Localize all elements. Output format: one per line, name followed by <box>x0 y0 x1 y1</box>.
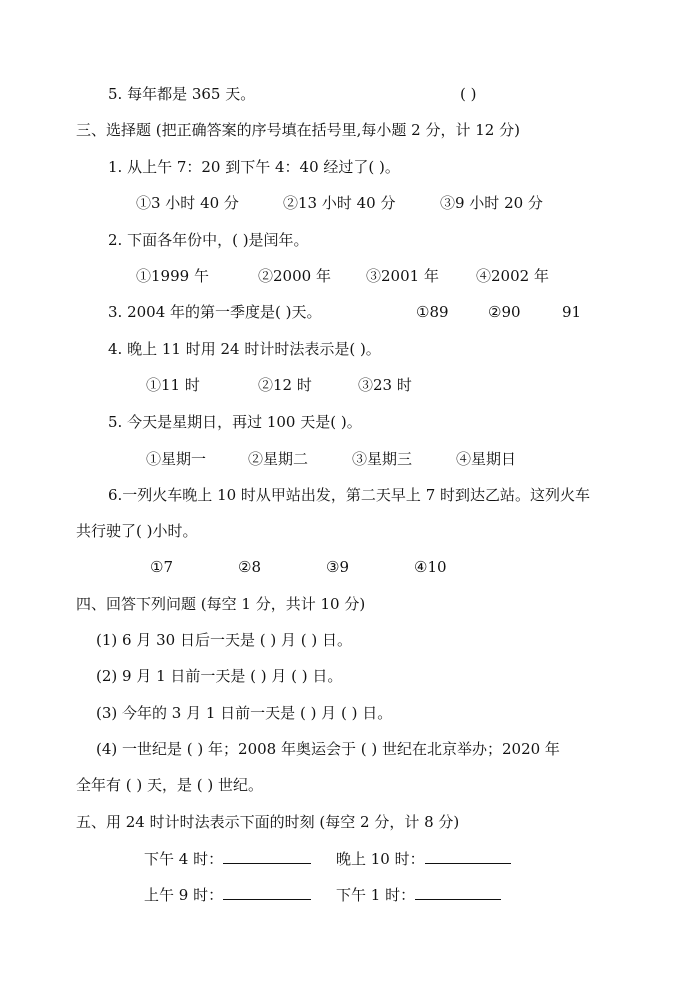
choice-question-6-line2: 共行驶了( )小时。 <box>76 522 198 540</box>
option: ②2000 年 <box>258 267 331 285</box>
section-3-title: 三、选择题 (把正确答案的序号填在括号里,每小题 2 分，计 12 分) <box>76 121 520 139</box>
answer-paren: ( ) <box>460 85 477 103</box>
option: ②8 <box>238 558 261 576</box>
option: ④10 <box>414 558 447 576</box>
choice-question-4: 4. 晚上 11 时用 24 时计时法表示是( )。 <box>108 340 381 358</box>
answer-blank[interactable] <box>223 885 311 900</box>
time-item <box>336 885 501 905</box>
option: ②13 小时 40 分 <box>283 194 396 212</box>
time-label: 下午 4 时： <box>144 850 224 868</box>
option: ③星期三 <box>352 450 413 468</box>
time-label: 上午 9 时： <box>144 886 224 904</box>
option: ①星期一 <box>146 450 207 468</box>
answer-question-4-line2: 全年有 ( ) 天，是 ( ) 世纪。 <box>76 776 264 794</box>
choice-question-1: 1. 从上午 7：20 到下午 4：40 经过了( )。 <box>108 158 400 176</box>
choice-question-6-line1: 6.一列火车晚上 10 时从甲站出发，第二天早上 7 时到达乙站。这列火车 <box>108 486 591 504</box>
option: ②星期二 <box>248 450 309 468</box>
answer-question-4-line1: (4) 一世纪是 ( ) 年；2008 年奥运会于 ( ) 世纪在北京举办；2020 年 <box>96 740 560 758</box>
option: ①11 时 <box>146 376 200 394</box>
answer-blank[interactable] <box>425 849 511 864</box>
time-item <box>144 849 311 869</box>
answer-question-1: (1) 6 月 30 日后一天是 ( ) 月 ( ) 日。 <box>96 631 352 649</box>
option: ①89 <box>416 303 449 321</box>
option: ①1999 午 <box>136 267 209 285</box>
option: ④星期日 <box>456 450 517 468</box>
question-5-text: 5. 每年都是 365 天。 <box>108 85 256 103</box>
choice-question-5: 5. 今天是星期日，再过 100 天是( )。 <box>108 413 362 431</box>
time-item <box>144 885 311 905</box>
answer-question-2: (2) 9 月 1 日前一天是 ( ) 月 ( ) 日。 <box>96 667 343 685</box>
time-item <box>336 849 511 869</box>
option: ③23 时 <box>358 376 412 394</box>
choice-question-2: 2. 下面各年份中，( )是闰年。 <box>108 231 309 249</box>
section-5-title: 五、用 24 时计时法表示下面的时刻 (每空 2 分，计 8 分) <box>76 813 460 831</box>
option: 91 <box>562 303 582 321</box>
answer-blank[interactable] <box>223 849 311 864</box>
option: ③9 小时 20 分 <box>440 194 543 212</box>
section-4-title: 四、回答下列问题 (每空 1 分，共计 10 分) <box>76 595 366 613</box>
answer-question-3: (3) 今年的 3 月 1 日前一天是 ( ) 月 ( ) 日。 <box>96 704 393 722</box>
answer-blank[interactable] <box>415 885 501 900</box>
time-label: 下午 1 时： <box>336 886 416 904</box>
option: ②90 <box>488 303 521 321</box>
option: ③9 <box>326 558 349 576</box>
time-label: 晚上 10 时： <box>336 850 425 868</box>
option: ①3 小时 40 分 <box>136 194 239 212</box>
option: ④2002 年 <box>476 267 549 285</box>
option: ①7 <box>150 558 173 576</box>
choice-question-3: 3. 2004 年的第一季度是( )天。 <box>108 303 322 321</box>
option: ②12 时 <box>258 376 312 394</box>
option: ③2001 年 <box>366 267 439 285</box>
